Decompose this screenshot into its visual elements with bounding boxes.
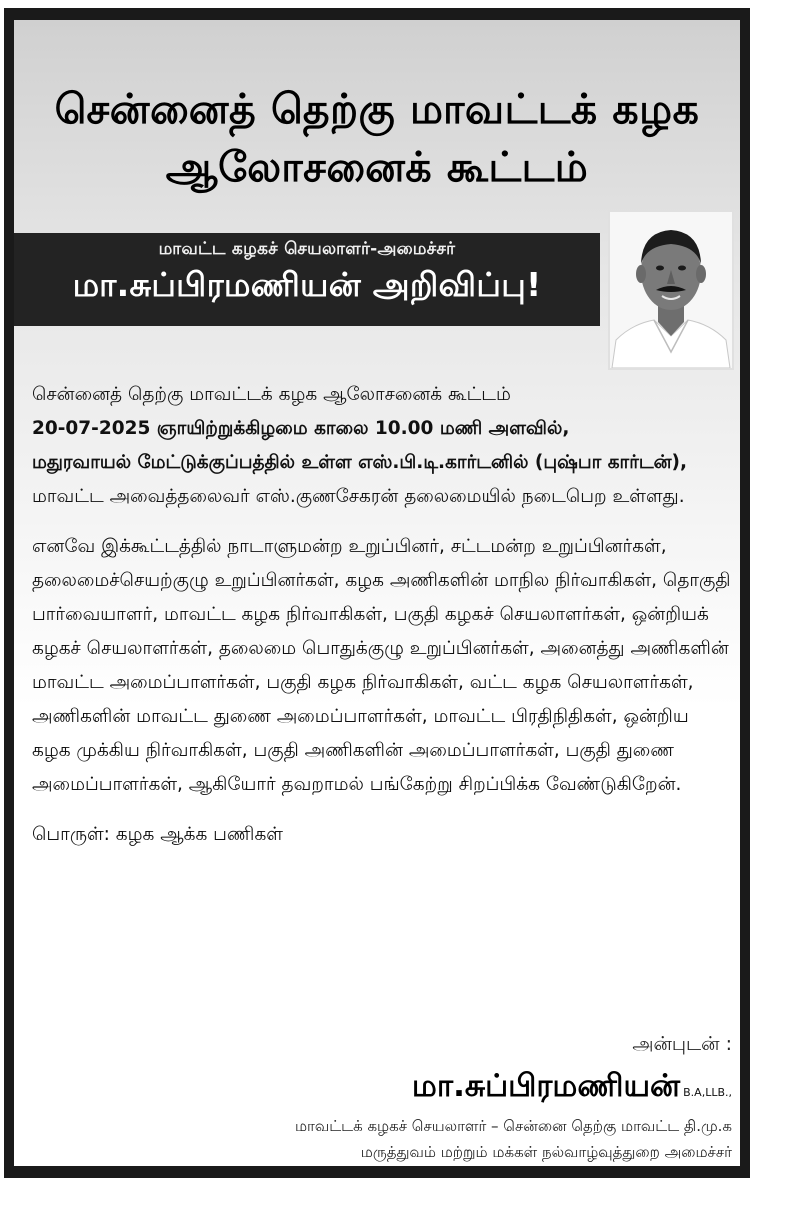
- signoff-role-2: மருத்துவம் மற்றும் மக்கள் நல்வாழ்வுத்துறை அமைச்சர்: [360, 1143, 732, 1161]
- signoff-role-1: மாவட்டக் கழகச் செயலாளர் – சென்னை தெற்கு மாவட்ட தி.மு.க: [294, 1117, 732, 1135]
- paragraph-invitees: எனவே இக்கூட்டத்தில் நாடாளுமன்ற உறுப்பினர், சட்டமன்ற உறுப்பினர்கள், தலைமைச்செயற்குழு உறுப்பினர்கள், கழக அணிகளின் மாநில நிர்வாகிகள், தொகுதி பார்வையாளர், மாவட்ட கழக நிர்வாகிகள், பகுதி கழகச் செயலாளர்கள், ஒன்றியக் கழகச் செயலாளர்கள், தலைமை பொதுக்குழு உறுப்பினர்கள், அனைத்து அணிகளின் மாவட்ட அமைப்பாளர்கள், பகுதி கழக நிர்வாகிகள், வட்ட கழக செயலாளர்கள், அணிகளின் மாவட்ட துணை அமைப்பாளர்கள், மாவட்ட பிரதிநிதிகள், ஒன்றிய கழக முக்கிய நிர்வாகிகள், பகுதி அணிகளின் அமைப்பாளர்கள், பகுதி துணை அமைப்பாளர்கள், ஆகியோர் தவறாமல் பங்கேற்று சிறப்பிக்க வேண்டுகிறேன்.: [32, 536, 731, 795]
- meeting-venue: மதுரவாயல் மேட்டுக்குப்பத்தில் உள்ள எஸ்.பி.டி.கார்டனில் (புஷ்பா கார்டன்),: [32, 452, 688, 473]
- announcement-banner: [14, 233, 600, 326]
- signoff-degree: B.A,LLB.,: [683, 1086, 732, 1099]
- meeting-subject: பொருள்: கழக ஆக்க பணிகள்: [32, 824, 283, 845]
- person-portrait-icon: [608, 210, 734, 370]
- banner-title: மா.சுப்பிரமணியன் அறிவிப்பு!: [72, 265, 542, 304]
- signoff-name: மா.சுப்பிரமணியன்: [411, 1068, 681, 1104]
- headline-line-2: ஆலோசனைக் கூட்டம்: [165, 143, 589, 191]
- announcement-body: [32, 378, 732, 868]
- signoff-block: [32, 1030, 732, 1164]
- meeting-chair: மாவட்ட அவைத்தலைவர் எஸ்.குணசேகரன் தலைமையில் நடைபெற உள்ளது.: [32, 486, 685, 507]
- meeting-date-time: 20-07-2025 ஞாயிற்றுக்கிழமை காலை 10.00 மணி அளவில்,: [32, 418, 570, 439]
- advert-inner: [14, 20, 740, 1166]
- paragraph-meeting-details: [32, 378, 732, 514]
- signoff-greeting: அன்புடன் :: [632, 1033, 732, 1055]
- banner-subtitle: மாவட்ட கழகச் செயலாளர்-அமைச்சர்: [158, 239, 456, 259]
- announcement-advert: [4, 8, 750, 1178]
- meeting-intro-line: சென்னைத் தெற்கு மாவட்டக் கழக ஆலோசனைக் கூட்டம்: [32, 384, 511, 405]
- signoff-name-line: [32, 1068, 732, 1108]
- headline-line-1: சென்னைத் தெற்கு மாவட்டக் கழக: [54, 85, 700, 133]
- headline: [14, 80, 740, 196]
